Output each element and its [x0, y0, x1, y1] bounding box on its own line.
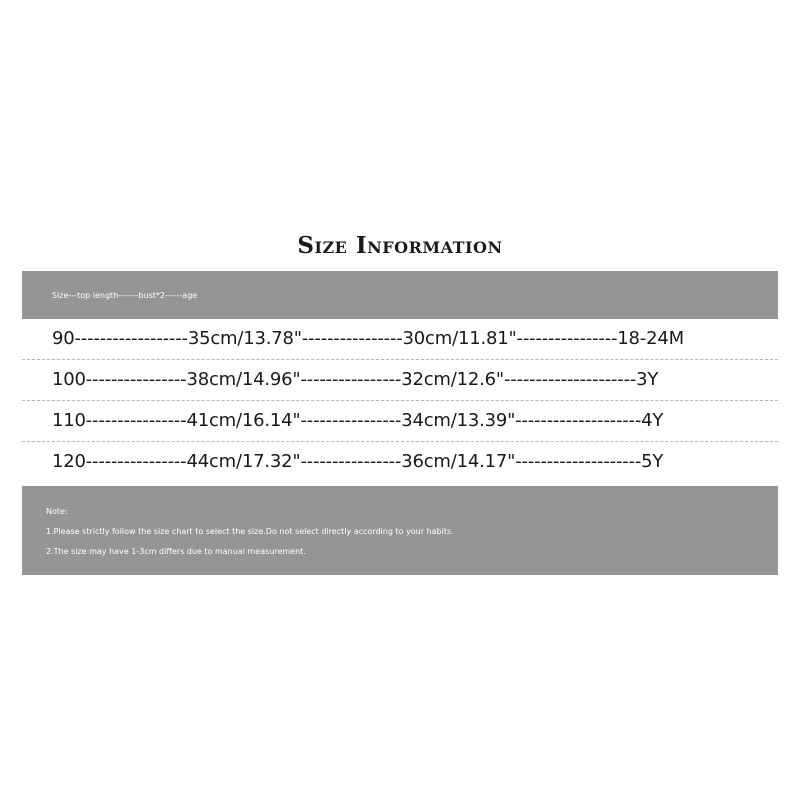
size-information-title: Size Information [297, 232, 503, 259]
size-row-text: 120----------------44cm/17.32"----------------36cm/14.17"--------------------5Y [52, 451, 664, 472]
size-row-100 [22, 360, 778, 401]
size-row-90 [22, 319, 778, 360]
size-row-text: 110----------------41cm/16.14"----------------34cm/13.39"--------------------4Y [52, 410, 664, 431]
size-row-text: 90------------------35cm/13.78"----------------30cm/11.81"----------------18-24M [52, 328, 684, 349]
size-row-text: 100----------------38cm/14.96"----------------32cm/12.6"---------------------3Y [52, 369, 659, 390]
size-row-110 [22, 401, 778, 442]
note-line-2: 2.The size may have 1-3cm differs due to manual measurement. [46, 547, 306, 556]
size-row-120 [22, 442, 778, 483]
note-line-1: 1.Please strictly follow the size chart to select the size.Do not select directly according to your habits. [46, 527, 454, 536]
size-table-header: Size---top length-------bust*2------age [22, 271, 778, 319]
note-heading: Note: [46, 507, 68, 516]
note-box [22, 486, 778, 575]
size-table [22, 319, 778, 483]
